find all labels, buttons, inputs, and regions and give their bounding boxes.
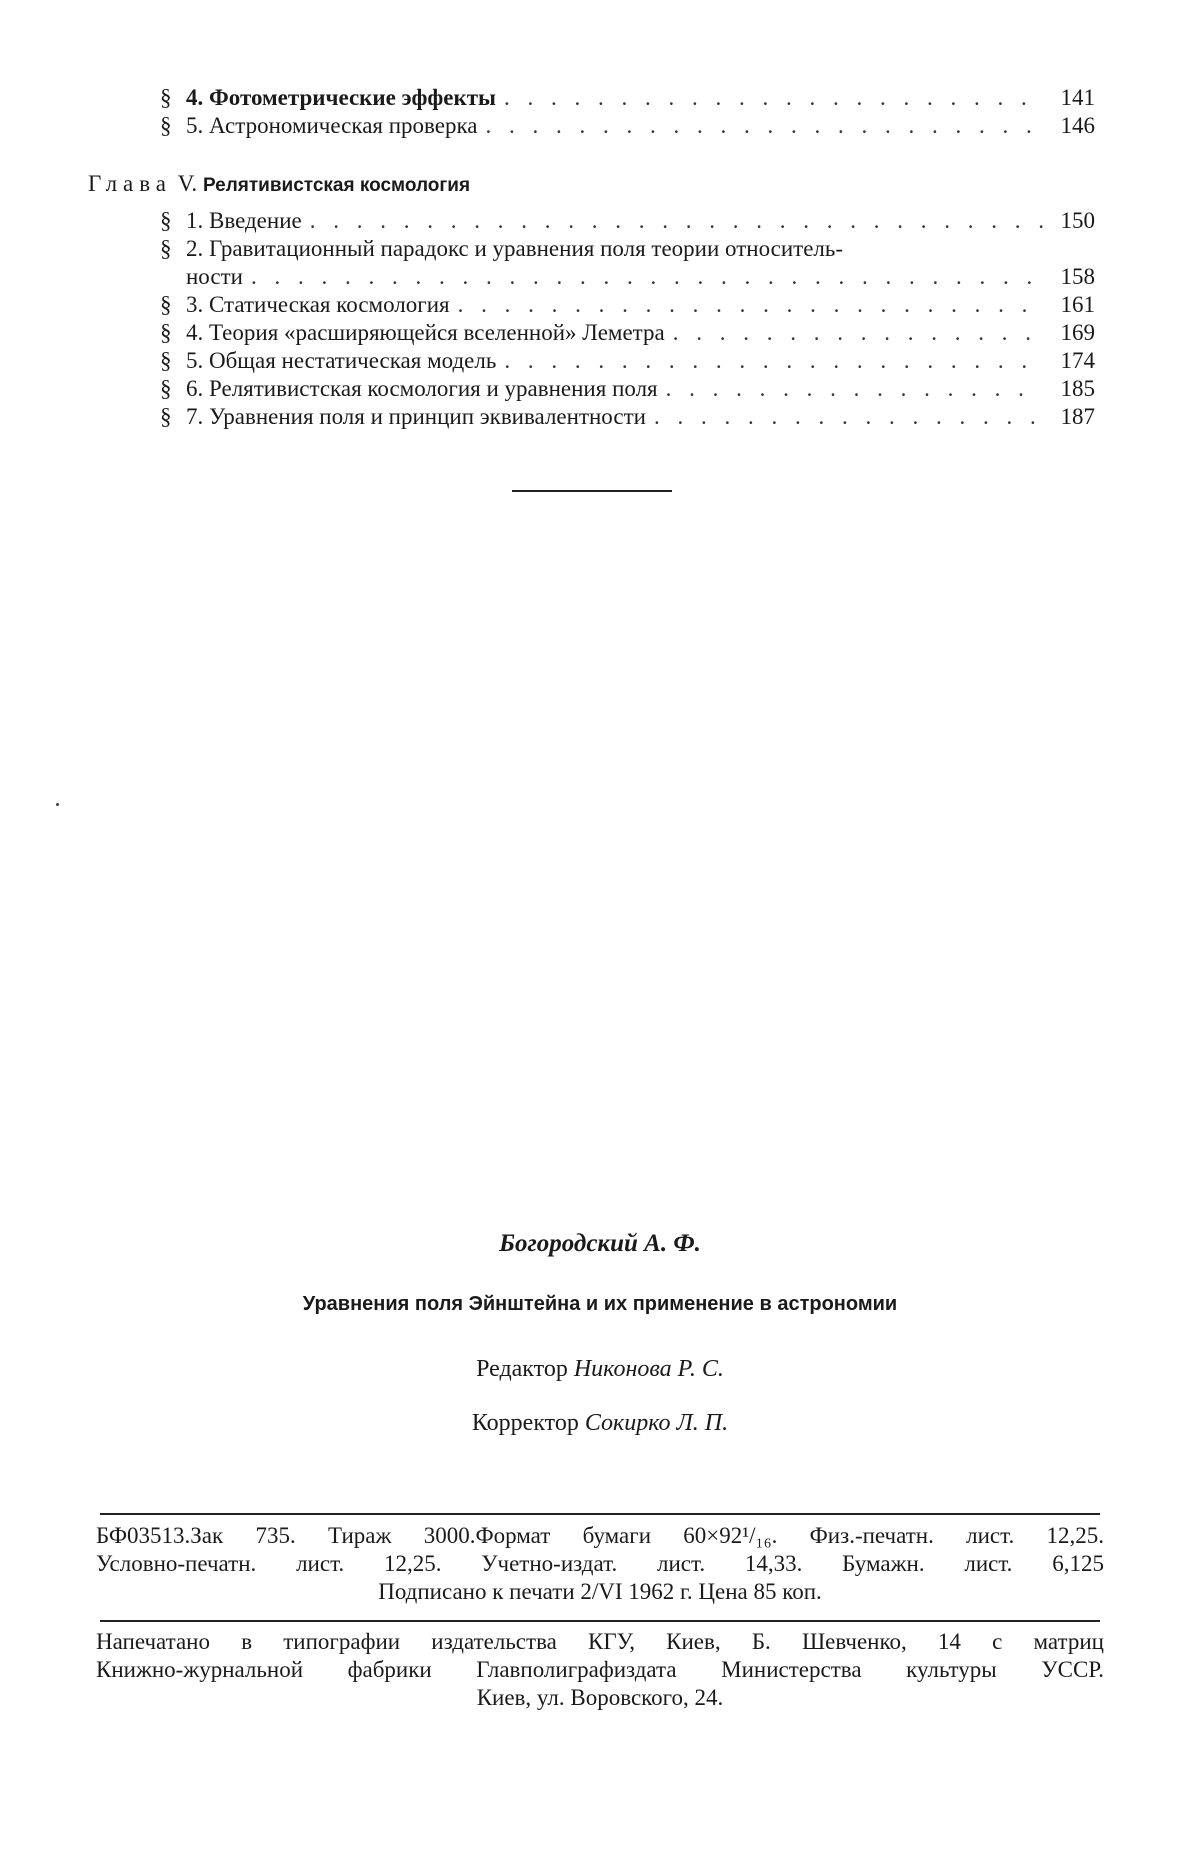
toc-entry-text: Релятивистская космология и уравнения поля [209,376,658,401]
toc-page-number: 146 [1060,113,1095,138]
toc-page-number: 161 [1060,292,1095,317]
toc-entry [160,112,1095,140]
toc-entry-title [186,235,843,263]
imprint-block [96,1522,1104,1606]
toc-entry-text: Уравнения поля и принцип эквивалентности [209,404,646,429]
toc-entry-line1 [160,235,1095,263]
section-sign: § [160,113,172,138]
leader-dots [251,263,1043,291]
section-sign: § [160,208,172,233]
toc-page-number: 185 [1060,376,1095,401]
toc-entry-number: 5. [186,348,204,373]
chapter-title: Релятивистская космология [202,175,471,196]
section-sign: § [160,376,172,401]
imprint-rule-top [100,1513,1100,1515]
toc-entry-number: 4. [186,320,204,345]
leader-dots [654,403,1043,431]
printer-line: Напечатано в типографии издательства КГУ, Киев, Б. Шевченко, 14 с матриц [96,1629,1104,1654]
chapter-heading [88,170,470,200]
scan-speck [56,803,59,806]
toc-entry-title [186,375,658,403]
toc-entry-number: 5. [186,113,204,138]
toc-entry [160,347,1095,375]
toc-entry-text: Астрономическая проверка [209,113,478,138]
section-sign: § [160,348,172,373]
toc-entry-title [186,403,646,431]
end-rule [512,490,672,492]
section-sign: § [160,85,172,110]
toc-page-number: 174 [1060,348,1095,373]
leader-dots [310,207,1043,235]
toc-entry-title [186,207,302,235]
toc-entry-number: 1. [186,208,204,233]
imprint-line: Подписано к печати 2/VI 1962 г. Цена 85 коп. [378,1579,822,1604]
imprint-line: БФ03513.Зак 735. Тираж 3000.Формат бумаги 60×92¹/₁₆. Физ.-печатн. лист. 12,25. [96,1523,1104,1548]
editor-credit [0,1356,1200,1383]
printer-line: Киев, ул. Воровского, 24. [476,1685,724,1710]
corrector-credit [0,1410,1200,1437]
toc-entry-text: Статическая космология [209,292,450,317]
toc-entry-text: Введение [209,208,302,233]
toc-entry-text: Гравитационный парадокс и уравнения поля теории относитель- [209,236,844,261]
imprint-rule-bottom [100,1620,1100,1622]
toc-entry-continuation: ности [186,264,243,289]
printer-line: Книжно-журнальной фабрики Главполиграфиздата Министерства культуры УССР. [96,1657,1104,1682]
toc-entry-number: 6. [186,376,204,401]
leader-dots [458,291,1043,319]
toc-entry [160,84,1095,112]
editor-name: Никонова Р. С. [573,1356,724,1382]
toc-entry [160,291,1095,319]
chapter-number: V. [177,171,198,196]
toc-entry-title [186,112,478,140]
toc-entry-title [186,319,665,347]
colophon-book-title: Уравнения поля Эйнштейна и их применение в астрономии [302,1293,898,1315]
section-sign: § [160,320,172,345]
toc-entry-text: Общая нестатическая модель [209,348,497,373]
toc-entry-number: 2. [186,236,204,261]
leader-dots [666,375,1043,403]
corrector-label: Корректор [471,1410,579,1436]
toc-entry [160,403,1095,431]
toc-entry-text: Теория «расширяющейся вселенной» Леметра [209,320,665,345]
toc-entry [160,319,1095,347]
toc-top [160,84,1095,140]
section-sign: § [160,292,172,317]
toc-page-number: 150 [1060,208,1095,233]
toc-entry-number: 7. [186,404,204,429]
toc-entry [160,375,1095,403]
leader-dots [504,347,1043,375]
toc-entry [160,207,1095,235]
toc-entry-title [186,291,450,319]
leader-dots [504,84,1043,112]
toc-entry-line2 [160,263,1095,291]
toc-entry-title [186,84,496,112]
corrector-name: Сокирко Л. П. [584,1410,729,1436]
leader-dots [486,112,1043,140]
toc-page-number: 187 [1060,404,1095,429]
section-sign: § [160,236,172,261]
imprint-line: Условно-печатн. лист. 12,25. Учетно-издат. лист. 14,33. Бумажн. лист. 6,125 [96,1551,1104,1576]
leader-dots [673,319,1043,347]
toc-chapter [160,207,1095,431]
editor-label: Редактор [476,1356,568,1382]
toc-entry-number: 4. [186,85,204,110]
toc-page-number: 169 [1060,320,1095,345]
toc-page-number: 158 [1060,264,1095,289]
toc-entry-title [186,347,496,375]
printer-block [96,1628,1104,1712]
toc-page-number: 141 [1060,85,1095,110]
colophon-author: Богородский А. Ф. [499,1230,701,1257]
section-sign: § [160,404,172,429]
chapter-label: Глава [88,171,173,196]
toc-entry-text: Фотометрические эффекты [209,85,496,110]
toc-entry-number: 3. [186,292,204,317]
toc-entry-multiline [160,235,1095,291]
